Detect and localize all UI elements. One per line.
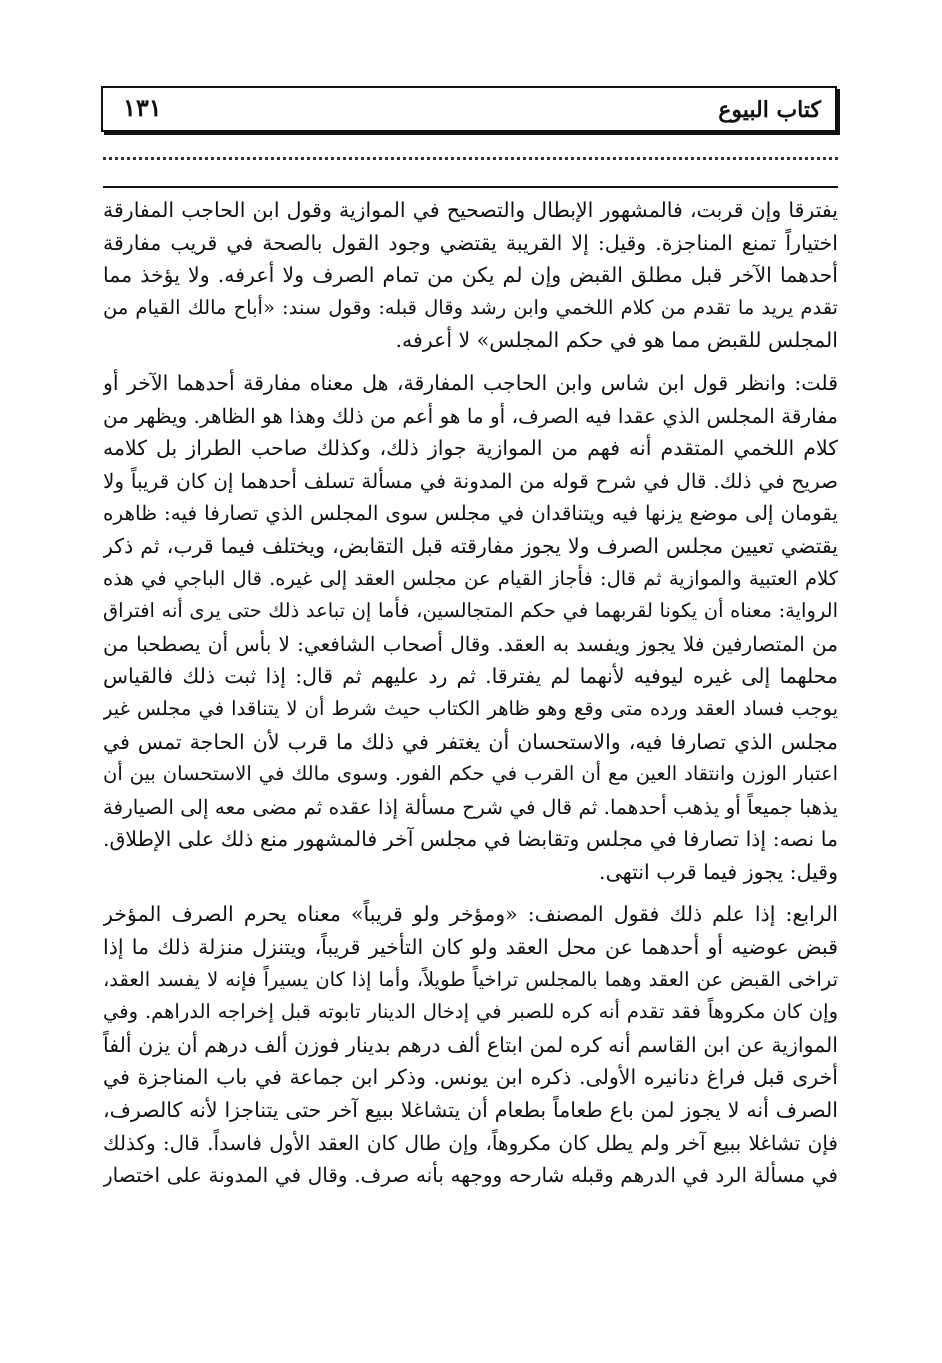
- text-line: قبض عوضيه أو أحدهما عن محل العقد ولو كان التأخير قريباً، ويتنزل منزلة ذلك ما إذا: [103, 935, 838, 960]
- dotted-divider: [103, 157, 838, 160]
- page-number: ١٣١: [123, 93, 162, 122]
- text-line: اختياراً تمنع المناجزة. وقيل: إلا القريبة يقتضي وجود القول بالصحة في قريب مفارقة: [103, 230, 838, 255]
- text-line: صريح في ذلك. قال في شرح قوله من المدونة في مسألة تسلف أحدهما إن كان قريباً ولا: [103, 468, 838, 493]
- text-line: اعتبار الوزن وانتقاد العين مع أن القرب في حكم الفور. وسوى مالك في الاستحسان بين أن: [103, 762, 838, 786]
- text-line: محلهما إلى غيره ليوفيه لأنهما لم يفترقا. ثم رد عليهم ثم قال: إذا ثبت ذلك فالقياس: [103, 664, 838, 689]
- text-line: وقيل: يجوز فيما قرب انتهى.: [599, 859, 838, 884]
- paragraph-3: [103, 898, 838, 1191]
- body-text: [103, 194, 838, 1344]
- text-line: مفارقة المجلس الذي عقدا فيه الصرف، أو ما هو أعم من ذلك وهذا هو الظاهر. ويظهر من: [103, 403, 838, 428]
- text-line: أحدهما الآخر قبل مطلق القبض وإن لم يكن من تمام الصرف ولا أعرفه. ولا يؤخذ مما: [103, 263, 838, 288]
- text-line: ما نصه: إذا تصارفا في مجلس وتقابضا في مجلس آخر فالمشهور منع ذلك على الإطلاق.: [103, 827, 838, 852]
- text-line: كلام العتبية والموازية ثم قال: فأجاز القيام عن مجلس العقد إلى غيره. قال الباجي في هذه: [103, 566, 838, 590]
- text-line: من المتصارفين فلا يجوز ويفسد به العقد. وقال أصحاب الشافعي: لا بأس أن يصطحبا من: [103, 631, 838, 656]
- text-line: كلام اللخمي المتقدم أنه فهم من الموازية جواز ذلك، وكذلك صاحب الطراز بل كلامه: [103, 436, 838, 461]
- text-line: يذهبا جميعاً أو يذهب أحدهما. ثم قال في شرح مسألة إذا عقده ثم مضى معه إلى الصيارفة: [103, 794, 838, 819]
- text-line: فإن تشاغلا ببيع آخر ولم يطل كان مكروهاً، وإن طال كان العقد الأول فاسداً. قال: وكذلك: [103, 1130, 838, 1155]
- paragraph-2: [103, 367, 838, 889]
- text-line: قلت: وانظر قول ابن شاس وابن الحاجب المفارقة، هل معناه مفارقة أحدهما الآخر أو: [103, 370, 838, 395]
- text-line: يوجب فساد العقد ورده متى وقع وهو ظاهر الكتاب حيث شرط أن لا يتناقدا في مجلس غير: [103, 696, 838, 720]
- text-line: وإن كان مكروهاً فقد تقدم أنه كره للصبر في إدخال الدينار تابوته قبل إخراجه الدراهم. وفي: [103, 1000, 838, 1024]
- text-line: في مسألة الرد في الدرهم وقبله شارحه ووجهه بأنه صرف. وقال في المدونة على اختصار: [103, 1163, 838, 1188]
- text-line: تقدم يريد ما تقدم من كلام اللخمي وابن رشد وقال قبله: وقول سند: «أباح مالك القيام من: [103, 295, 838, 319]
- text-line: تراخى القبض عن العقد وهما بالمجلس تراخياً طويلاً، وأما إذا كان يسيراً فإنه لا يفسد العقد،: [103, 967, 838, 991]
- text-line: الصرف أنه لا يجوز لمن باع طعاماً بطعام أن يتشاغلا ببيع آخر حتى يتناجزا لأنه كالصرف،: [103, 1098, 838, 1123]
- text-line: الموازية عن ابن القاسم أنه كره لمن ابتاع ألف درهم بدينار فوزن ألف درهم أن يزن ألفاً: [103, 1032, 838, 1057]
- text-line: مجلس الذي تصارفا فيه، والاستحسان أن يغتفر في ذلك ما قرب لأن الحاجة تمس في: [103, 729, 838, 754]
- text-line: يقتضي تعيين مجلس الصرف ولا يجوز مفارقته قبل التقابض، ويختلف فيما قرب، ثم ذكر: [103, 533, 838, 558]
- book-title: كتاب البيوع: [718, 97, 821, 123]
- text-line: الرواية: معناه أن يكونا لقربهما في حكم المتجالسين، فأما إن تباعد ذلك حتى يرى أنه افتراق: [103, 599, 838, 623]
- text-line: الرابع: إذا علم ذلك فقول المصنف: «ومؤخر ولو قريباً» معناه يحرم الصرف المؤخر: [103, 902, 838, 927]
- text-line: المجلس للقبض مما هو في حكم المجلس» لا أعرفه.: [395, 328, 838, 353]
- solid-divider: [103, 186, 838, 188]
- text-line: يقومان إلى موضع يزنها فيه ويتناقدان في مجلس سوى المجلس الذي تصارفا فيه: ظاهره: [103, 501, 838, 526]
- paragraph-1: [103, 194, 838, 357]
- text-line: يفترقا وإن قربت، فالمشهور الإبطال والتصحيح في الموازية وقول ابن الحاجب المفارقة: [103, 198, 838, 222]
- running-header: [101, 86, 837, 132]
- text-line: أخرى قبل فراغ دنانيره الأولى. ذكره ابن يونس. وذكر ابن جماعة في باب المناجزة في: [103, 1065, 838, 1090]
